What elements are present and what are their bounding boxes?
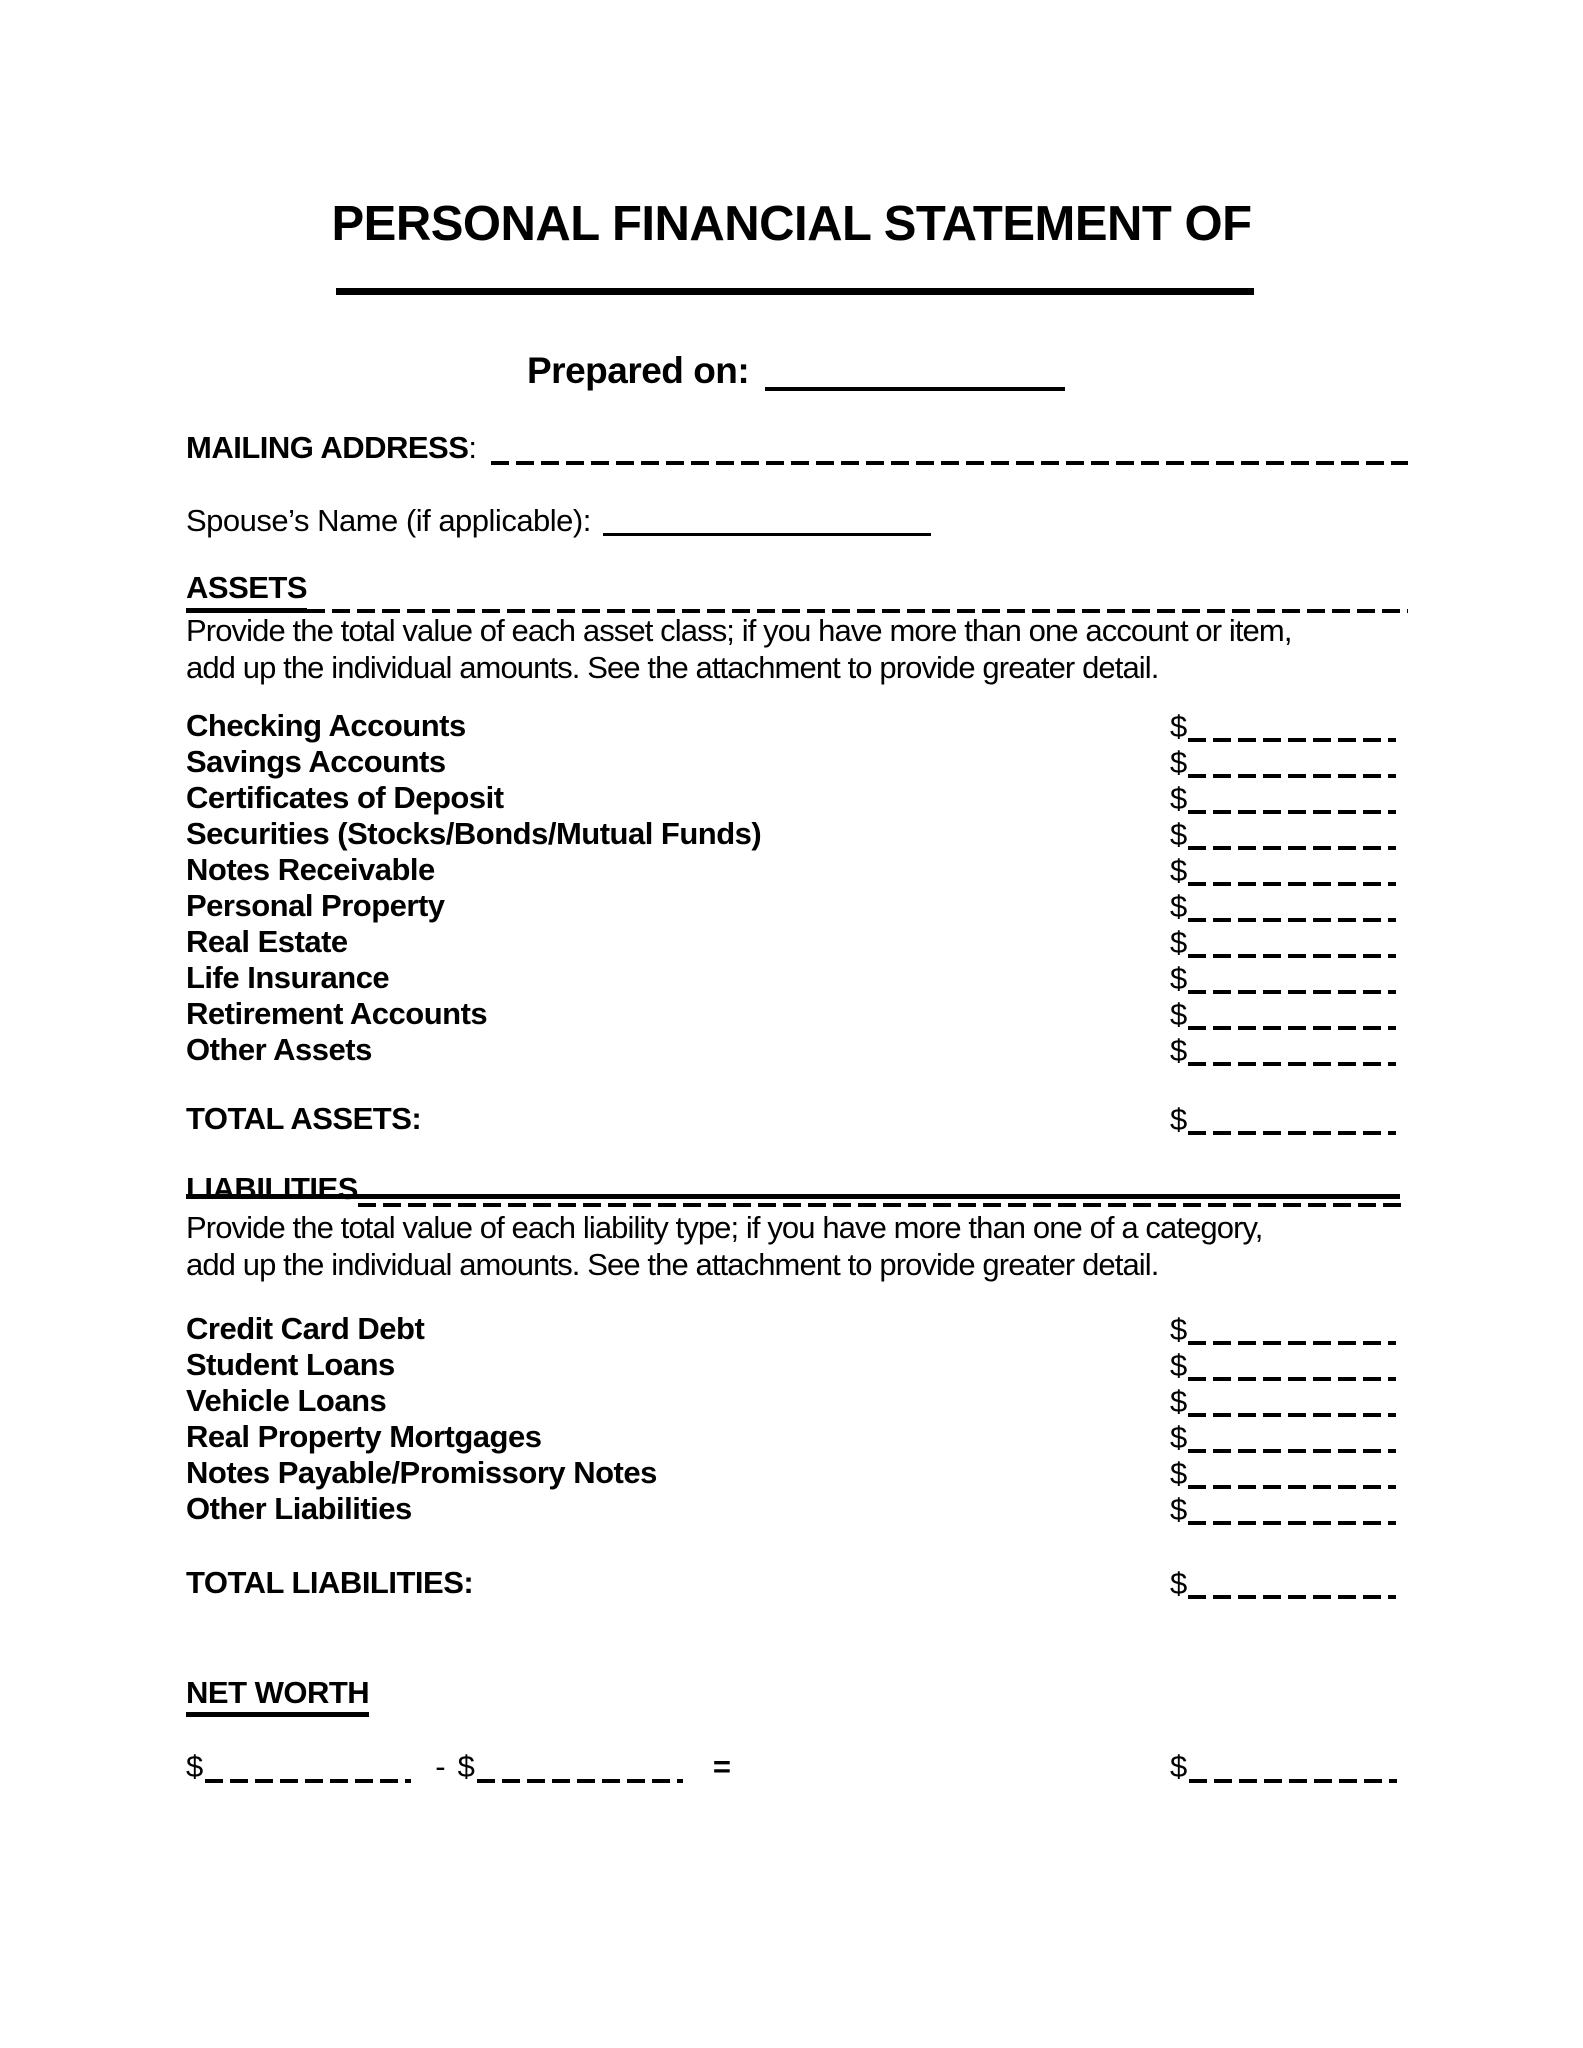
asset-label: Savings Accounts (186, 744, 446, 779)
asset-row (186, 996, 1408, 1032)
amount-blank-line[interactable] (1188, 1377, 1396, 1381)
dollar-sign: $ (1170, 1348, 1188, 1383)
liability-label: Vehicle Loans (186, 1383, 387, 1418)
liability-row (186, 1419, 1408, 1455)
asset-row (186, 780, 1408, 816)
dollar-sign: $ (1170, 1456, 1188, 1491)
equals-sign: = (712, 1749, 731, 1784)
dollar-sign: $ (457, 1749, 475, 1784)
asset-row (186, 1032, 1408, 1068)
total-assets-row (186, 1101, 1408, 1137)
total-liabilities-label: TOTAL LIABILITIES: (186, 1565, 474, 1600)
asset-label: Life Insurance (186, 960, 390, 995)
liabilities-heading-rule (358, 1203, 1408, 1207)
asset-row (186, 816, 1408, 852)
dollar-sign: $ (1170, 781, 1188, 816)
asset-amount-field[interactable] (1170, 852, 1396, 888)
dollar-sign: $ (1170, 997, 1188, 1032)
mailing-address-row (186, 430, 1408, 466)
total-assets-blank-line[interactable] (1188, 1131, 1396, 1135)
liability-row (186, 1347, 1408, 1383)
asset-amount-field[interactable] (1170, 960, 1396, 996)
liabilities-description-line2: add up the individual amounts. See the attachment to provide greater detail. (186, 1247, 1159, 1282)
liability-label: Real Property Mortgages (186, 1419, 542, 1454)
dollar-sign: $ (186, 1749, 204, 1784)
asset-label: Checking Accounts (186, 708, 466, 743)
liability-rows (186, 1311, 1408, 1527)
liability-amount-field[interactable] (1170, 1455, 1396, 1491)
liability-label: Other Liabilities (186, 1491, 412, 1526)
liability-amount-field[interactable] (1170, 1491, 1396, 1527)
amount-blank-line[interactable] (1188, 1449, 1396, 1453)
amount-blank-line[interactable] (1188, 1413, 1396, 1417)
net-worth-heading: NET WORTH (186, 1675, 369, 1717)
liabilities-heading-underline (186, 1194, 1400, 1199)
amount-blank-line[interactable] (1188, 918, 1396, 922)
assets-value-blank-line[interactable] (205, 1779, 411, 1783)
amount-blank-line[interactable] (1188, 846, 1396, 850)
spouse-name-blank-line[interactable] (603, 533, 931, 536)
mailing-address-blank-line[interactable] (491, 461, 1408, 465)
asset-amount-field[interactable] (1170, 996, 1396, 1032)
dollar-sign: $ (1170, 1384, 1188, 1419)
spouse-name-row (186, 503, 1408, 539)
dollar-sign: $ (1170, 1312, 1188, 1347)
dollar-sign: $ (1170, 1420, 1188, 1455)
asset-row (186, 852, 1408, 888)
asset-amount-field[interactable] (1170, 924, 1396, 960)
amount-blank-line[interactable] (1188, 774, 1396, 778)
liability-amount-field[interactable] (1170, 1347, 1396, 1383)
name-blank-line[interactable] (336, 288, 1254, 295)
mailing-address-colon: : (468, 430, 477, 465)
asset-rows (186, 708, 1408, 1068)
dollar-sign: $ (1170, 1102, 1188, 1137)
asset-label: Securities (Stocks/Bonds/Mutual Funds) (186, 816, 762, 851)
asset-label: Notes Receivable (186, 852, 435, 887)
amount-blank-line[interactable] (1188, 1026, 1396, 1030)
dollar-sign: $ (1170, 1492, 1188, 1527)
dollar-sign: $ (1170, 853, 1188, 888)
asset-label: Certificates of Deposit (186, 780, 504, 815)
liability-amount-field[interactable] (1170, 1311, 1396, 1347)
asset-row (186, 744, 1408, 780)
asset-label: Personal Property (186, 888, 445, 923)
prepared-on-row (527, 350, 1065, 392)
dollar-sign: $ (1170, 961, 1188, 996)
asset-label: Retirement Accounts (186, 996, 488, 1031)
liability-amount-field[interactable] (1170, 1419, 1396, 1455)
asset-amount-field[interactable] (1170, 888, 1396, 924)
dollar-sign: $ (1170, 925, 1188, 960)
document-title: PERSONAL FINANCIAL STATEMENT OF (331, 197, 1252, 251)
liabilities-description (186, 1209, 1263, 1283)
asset-amount-field[interactable] (1170, 744, 1396, 780)
asset-amount-field[interactable] (1170, 780, 1396, 816)
asset-label: Real Estate (186, 924, 348, 959)
liabilities-description-line1: Provide the total value of each liability type; if you have more than one of a category, (186, 1210, 1263, 1245)
assets-section-heading (186, 570, 1408, 613)
dollar-sign: $ (1170, 817, 1188, 852)
amount-blank-line[interactable] (1188, 1341, 1396, 1345)
mailing-address-label: MAILING ADDRESS (186, 430, 469, 465)
amount-blank-line[interactable] (1188, 954, 1396, 958)
net-worth-result-blank-line[interactable] (1189, 1779, 1397, 1783)
liability-label: Credit Card Debt (186, 1311, 425, 1346)
dollar-sign: $ (1170, 889, 1188, 924)
asset-amount-field[interactable] (1170, 1032, 1396, 1068)
amount-blank-line[interactable] (1188, 810, 1396, 814)
net-worth-formula (186, 1747, 1408, 1785)
dollar-sign: $ (1170, 1033, 1188, 1068)
amount-blank-line[interactable] (1188, 1521, 1396, 1525)
dollar-sign: $ (1170, 745, 1188, 780)
total-liabilities-amount-field[interactable] (1170, 1565, 1396, 1601)
spouse-name-label: Spouse’s Name (if applicable): (186, 503, 591, 538)
asset-label: Other Assets (186, 1032, 372, 1067)
amount-blank-line[interactable] (1188, 882, 1396, 886)
total-liabilities-row (186, 1565, 1408, 1601)
total-liabilities-blank-line[interactable] (1188, 1595, 1396, 1599)
asset-amount-field[interactable] (1170, 816, 1396, 852)
liability-label: Notes Payable/Promissory Notes (186, 1455, 657, 1490)
total-assets-label: TOTAL ASSETS: (186, 1101, 422, 1136)
amount-blank-line[interactable] (1188, 990, 1396, 994)
liabilities-value-blank-line[interactable] (477, 1779, 683, 1783)
total-assets-amount-field[interactable] (1170, 1101, 1396, 1137)
assets-heading: ASSETS (186, 570, 307, 613)
liabilities-heading: LIABILITIES (186, 1171, 358, 1206)
asset-row (186, 708, 1408, 744)
dollar-sign: $ (1170, 709, 1188, 744)
prepared-on-label: Prepared on: (527, 350, 750, 391)
asset-row (186, 960, 1408, 996)
liability-row (186, 1383, 1408, 1419)
asset-row (186, 924, 1408, 960)
liability-row (186, 1311, 1408, 1347)
dollar-sign: $ (1170, 1749, 1188, 1784)
liabilities-section-heading (186, 1171, 1408, 1207)
assets-description-line2: add up the individual amounts. See the attachment to provide greater detail. (186, 650, 1159, 685)
liability-row (186, 1491, 1408, 1527)
net-worth-section-heading (186, 1675, 369, 1711)
liability-row (186, 1455, 1408, 1491)
amount-blank-line[interactable] (1188, 738, 1396, 742)
amount-blank-line[interactable] (1188, 1485, 1396, 1489)
liability-label: Student Loans (186, 1347, 395, 1382)
minus-sign: - (435, 1749, 446, 1784)
dollar-sign: $ (1170, 1566, 1188, 1601)
asset-row (186, 888, 1408, 924)
assets-description-line1: Provide the total value of each asset class; if you have more than one account or item, (186, 613, 1292, 648)
net-worth-result-field[interactable] (1170, 1747, 1397, 1785)
amount-blank-line[interactable] (1188, 1062, 1396, 1066)
asset-amount-field[interactable] (1170, 708, 1396, 744)
assets-description (186, 612, 1292, 686)
liability-amount-field[interactable] (1170, 1383, 1396, 1419)
prepared-date-blank-line[interactable] (765, 387, 1065, 391)
